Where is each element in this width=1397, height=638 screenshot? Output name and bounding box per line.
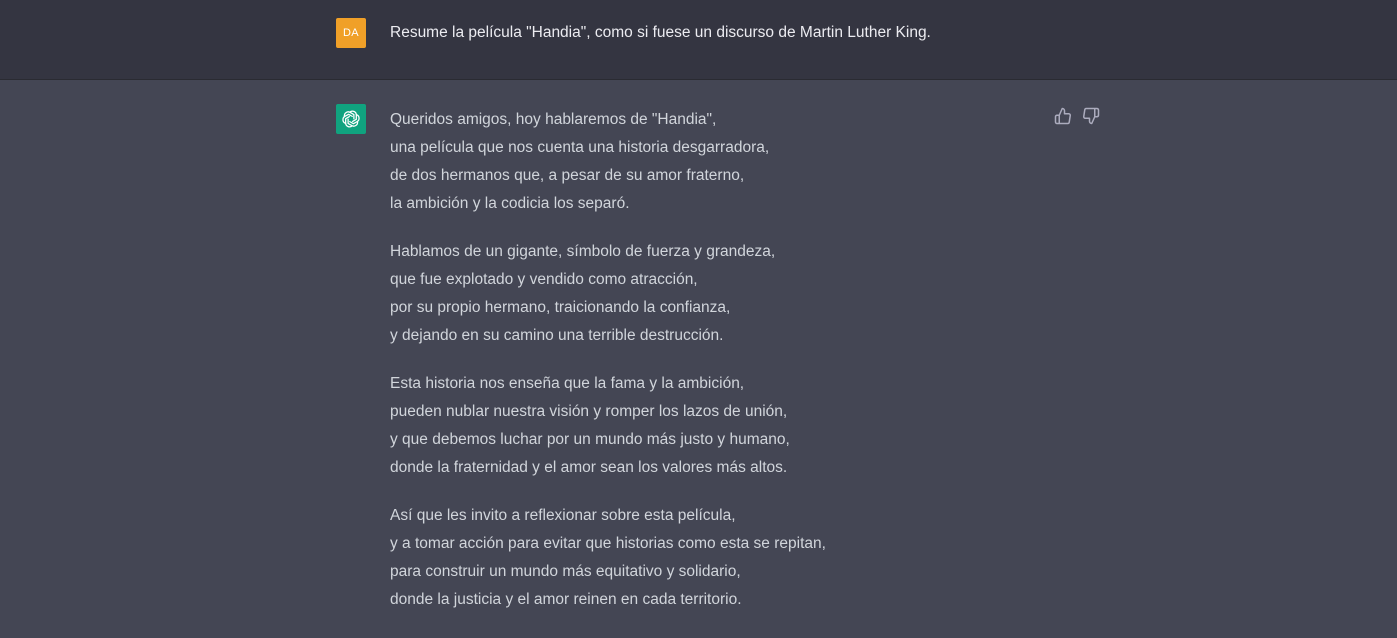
openai-logo-icon — [340, 108, 362, 130]
response-line: para construir un mundo más equitativo y solidario, — [390, 563, 741, 580]
user-avatar: DA — [336, 18, 366, 48]
response-line: y a tomar acción para evitar que historias como esta se repitan, — [390, 535, 826, 552]
response-line: Queridos amigos, hoy hablaremos de "Handia", — [390, 111, 717, 128]
response-line: una película que nos cuenta una historia desgarradora, — [390, 139, 770, 156]
response-line: de dos hermanos que, a pesar de su amor fraterno, — [390, 167, 745, 184]
thumbs-down-button[interactable] — [1082, 107, 1100, 125]
thumbs-up-button[interactable] — [1054, 107, 1072, 125]
response-paragraph — [390, 502, 826, 614]
response-line: Así que les invito a reflexionar sobre esta película, — [390, 507, 736, 524]
response-line: la ambición y la codicia los separó. — [390, 195, 630, 212]
assistant-message-row — [0, 80, 1397, 638]
user-message-text: Resume la película "Handia", como si fuese un discurso de Martin Luther King. — [390, 24, 931, 41]
thumbs-down-icon — [1082, 107, 1100, 125]
user-message-row — [0, 0, 1397, 80]
assistant-response — [390, 106, 826, 634]
response-line: Hablamos de un gigante, símbolo de fuerza y grandeza, — [390, 243, 776, 260]
thumbs-up-icon — [1054, 107, 1072, 125]
assistant-avatar — [336, 104, 366, 134]
response-line: y que debemos luchar por un mundo más justo y humano, — [390, 431, 790, 448]
response-line: Esta historia nos enseña que la fama y la ambición, — [390, 375, 745, 392]
response-paragraph — [390, 238, 826, 350]
response-line: pueden nublar nuestra visión y romper los lazos de unión, — [390, 403, 788, 420]
response-line: que fue explotado y vendido como atracción, — [390, 271, 698, 288]
response-paragraph — [390, 106, 826, 218]
response-line: y dejando en su camino una terrible destrucción. — [390, 327, 724, 344]
response-line: donde la fraternidad y el amor sean los valores más altos. — [390, 459, 788, 476]
response-line: por su propio hermano, traicionando la confianza, — [390, 299, 731, 316]
response-paragraph — [390, 370, 826, 482]
response-line: donde la justicia y el amor reinen en cada territorio. — [390, 591, 742, 608]
